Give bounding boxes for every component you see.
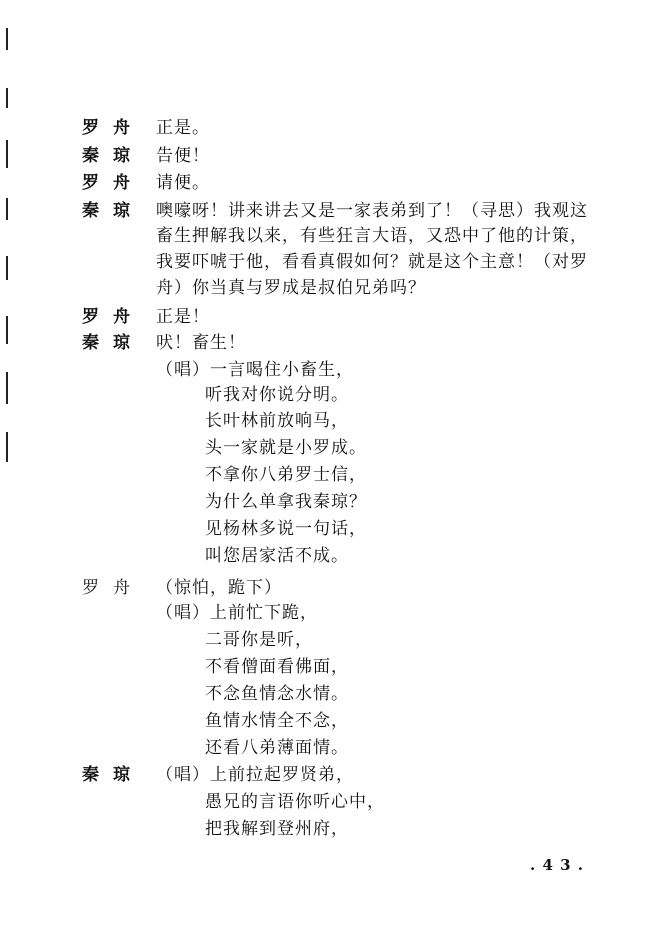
speaker-name: 罗舟: [82, 578, 144, 598]
verse-line: 不看僧面看佛面，: [205, 657, 349, 677]
verse-line: 长叶林前放响马，: [205, 411, 349, 431]
verse-line: 听我对你说分明。: [205, 385, 349, 405]
speaker-name: 罗舟: [82, 118, 144, 138]
speaker-name: 秦琼: [82, 765, 144, 785]
verse-line: 愚兄的言语你听心中，: [205, 792, 385, 812]
verse-line: （唱）上前忙下跪，: [156, 603, 318, 623]
verse-line: 二哥你是听，: [205, 630, 313, 650]
dialogue-line: 正是。: [156, 118, 210, 138]
margin-mark: [6, 88, 8, 108]
speaker-name: 秦琼: [82, 146, 144, 166]
margin-mark: [6, 256, 8, 280]
verse-line: 鱼情水情全不念，: [205, 711, 349, 731]
stage-direction: （惊怕，跪下）: [156, 578, 282, 598]
margin-mark: [6, 432, 8, 462]
verse-line: 把我解到登州府，: [205, 819, 349, 839]
margin-mark: [6, 316, 8, 344]
verse-line: 叫您居家活不成。: [205, 546, 349, 566]
dialogue-line: 畜生押解我以来，有些狂言大语，又恐中了他的计策，: [156, 226, 588, 246]
verse-line: 见杨林多说一句话，: [205, 519, 367, 539]
verse-line: （唱）上前拉起罗贤弟，: [156, 765, 354, 785]
dialogue-line: 正是！: [156, 307, 210, 327]
dialogue-line: 我要吓唬于他，看看真假如何？就是这个主意！（对罗: [156, 252, 588, 272]
margin-mark: [6, 140, 8, 168]
page-number: . 4 3 .: [530, 856, 584, 874]
verse-line: 为什么单拿我秦琼？: [205, 492, 367, 512]
verse-line: 不拿你八弟罗士信，: [205, 465, 367, 485]
dialogue-line: 噢嚎呀！讲来讲去又是一家表弟到了！（寻思）我观这: [156, 201, 588, 221]
verse-line: 还看八弟薄面情。: [205, 738, 349, 758]
margin-mark: [6, 198, 8, 220]
dialogue-line: 吠！畜生！: [156, 333, 246, 353]
dialogue-line: 舟）你当真与罗成是叔伯兄弟吗？: [156, 278, 426, 298]
verse-line: 头一家就是小罗成。: [205, 438, 367, 458]
verse-line: （唱）一言喝住小畜生，: [156, 360, 354, 380]
speaker-name: 秦琼: [82, 201, 144, 221]
verse-line: 不念鱼情念水情。: [205, 684, 349, 704]
margin-mark: [6, 28, 8, 50]
margin-mark: [6, 372, 8, 404]
dialogue-line: 告便！: [156, 146, 210, 166]
speaker-name: 秦琼: [82, 333, 144, 353]
dialogue-line: 请便。: [156, 173, 210, 193]
speaker-name: 罗舟: [82, 307, 144, 327]
speaker-name: 罗舟: [82, 173, 144, 193]
